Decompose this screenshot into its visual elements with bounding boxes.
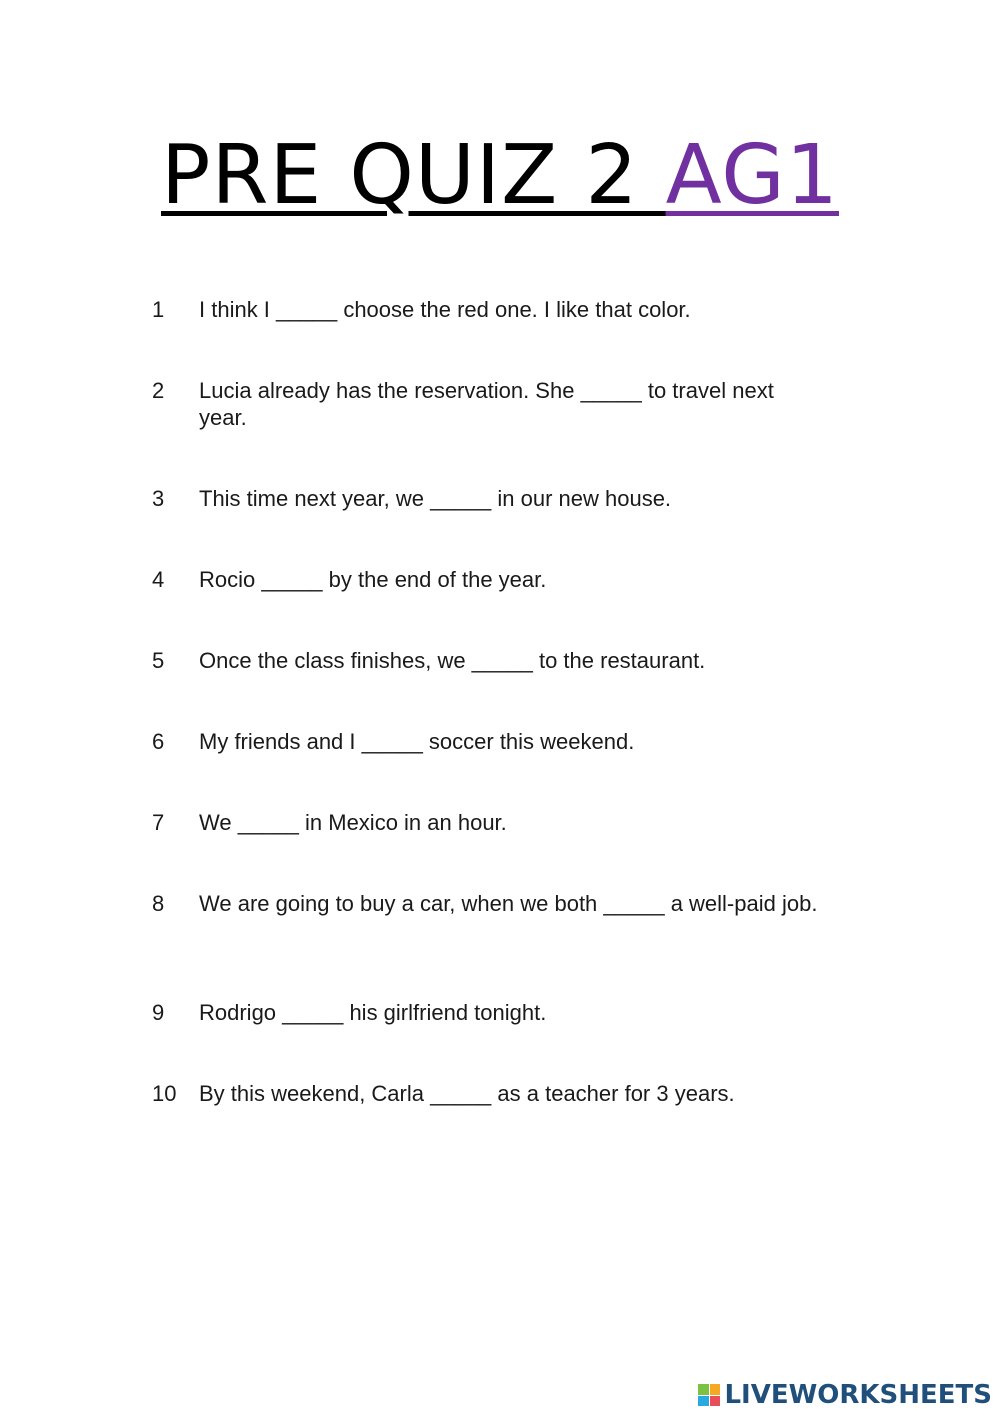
question-number: 8 [152, 891, 165, 916]
logo-square [698, 1384, 709, 1395]
question-number: 5 [152, 648, 165, 673]
question-text: We _____ in Mexico in an hour. [199, 810, 507, 835]
question-number: 9 [152, 1000, 165, 1025]
question-number: 7 [152, 810, 165, 835]
question-text: Rocio _____ by the end of the year. [199, 567, 547, 592]
question-text: This time next year, we _____ in our new house. [199, 486, 672, 511]
logo-square [710, 1396, 721, 1407]
logo-square [710, 1384, 721, 1395]
liveworksheets-logo [698, 1381, 992, 1409]
question-text: We are going to buy a car, when we both _____ a well-paid job. [199, 891, 818, 916]
question-text: I think I _____ choose the red one. I like that color. [199, 297, 691, 322]
question-number: 3 [152, 486, 165, 511]
question-text: Rodrigo _____ his girlfriend tonight. [199, 1000, 547, 1025]
title-accent: AG1 [665, 128, 839, 223]
title-container [0, 128, 1000, 224]
question-number: 1 [152, 297, 165, 322]
question-text: Once the class finishes, we _____ to the restaurant. [199, 648, 706, 673]
question-number: 10 [152, 1081, 177, 1106]
question-number: 6 [152, 729, 165, 754]
logo-square [698, 1396, 709, 1407]
title-main: PRE QUIZ 2 [161, 128, 666, 223]
liveworksheets-logo-icon [698, 1384, 720, 1406]
page-title [161, 128, 839, 224]
question-text: My friends and I _____ soccer this weekend. [199, 729, 635, 754]
question-number: 2 [152, 378, 165, 403]
question-text: By this weekend, Carla _____ as a teacher for 3 years. [199, 1081, 735, 1106]
question-number: 4 [152, 567, 165, 592]
brand-name: LIVEWORKSHEETS [724, 1380, 992, 1410]
question-text: Lucia already has the reservation. She _____ to travel next year. [199, 378, 774, 430]
